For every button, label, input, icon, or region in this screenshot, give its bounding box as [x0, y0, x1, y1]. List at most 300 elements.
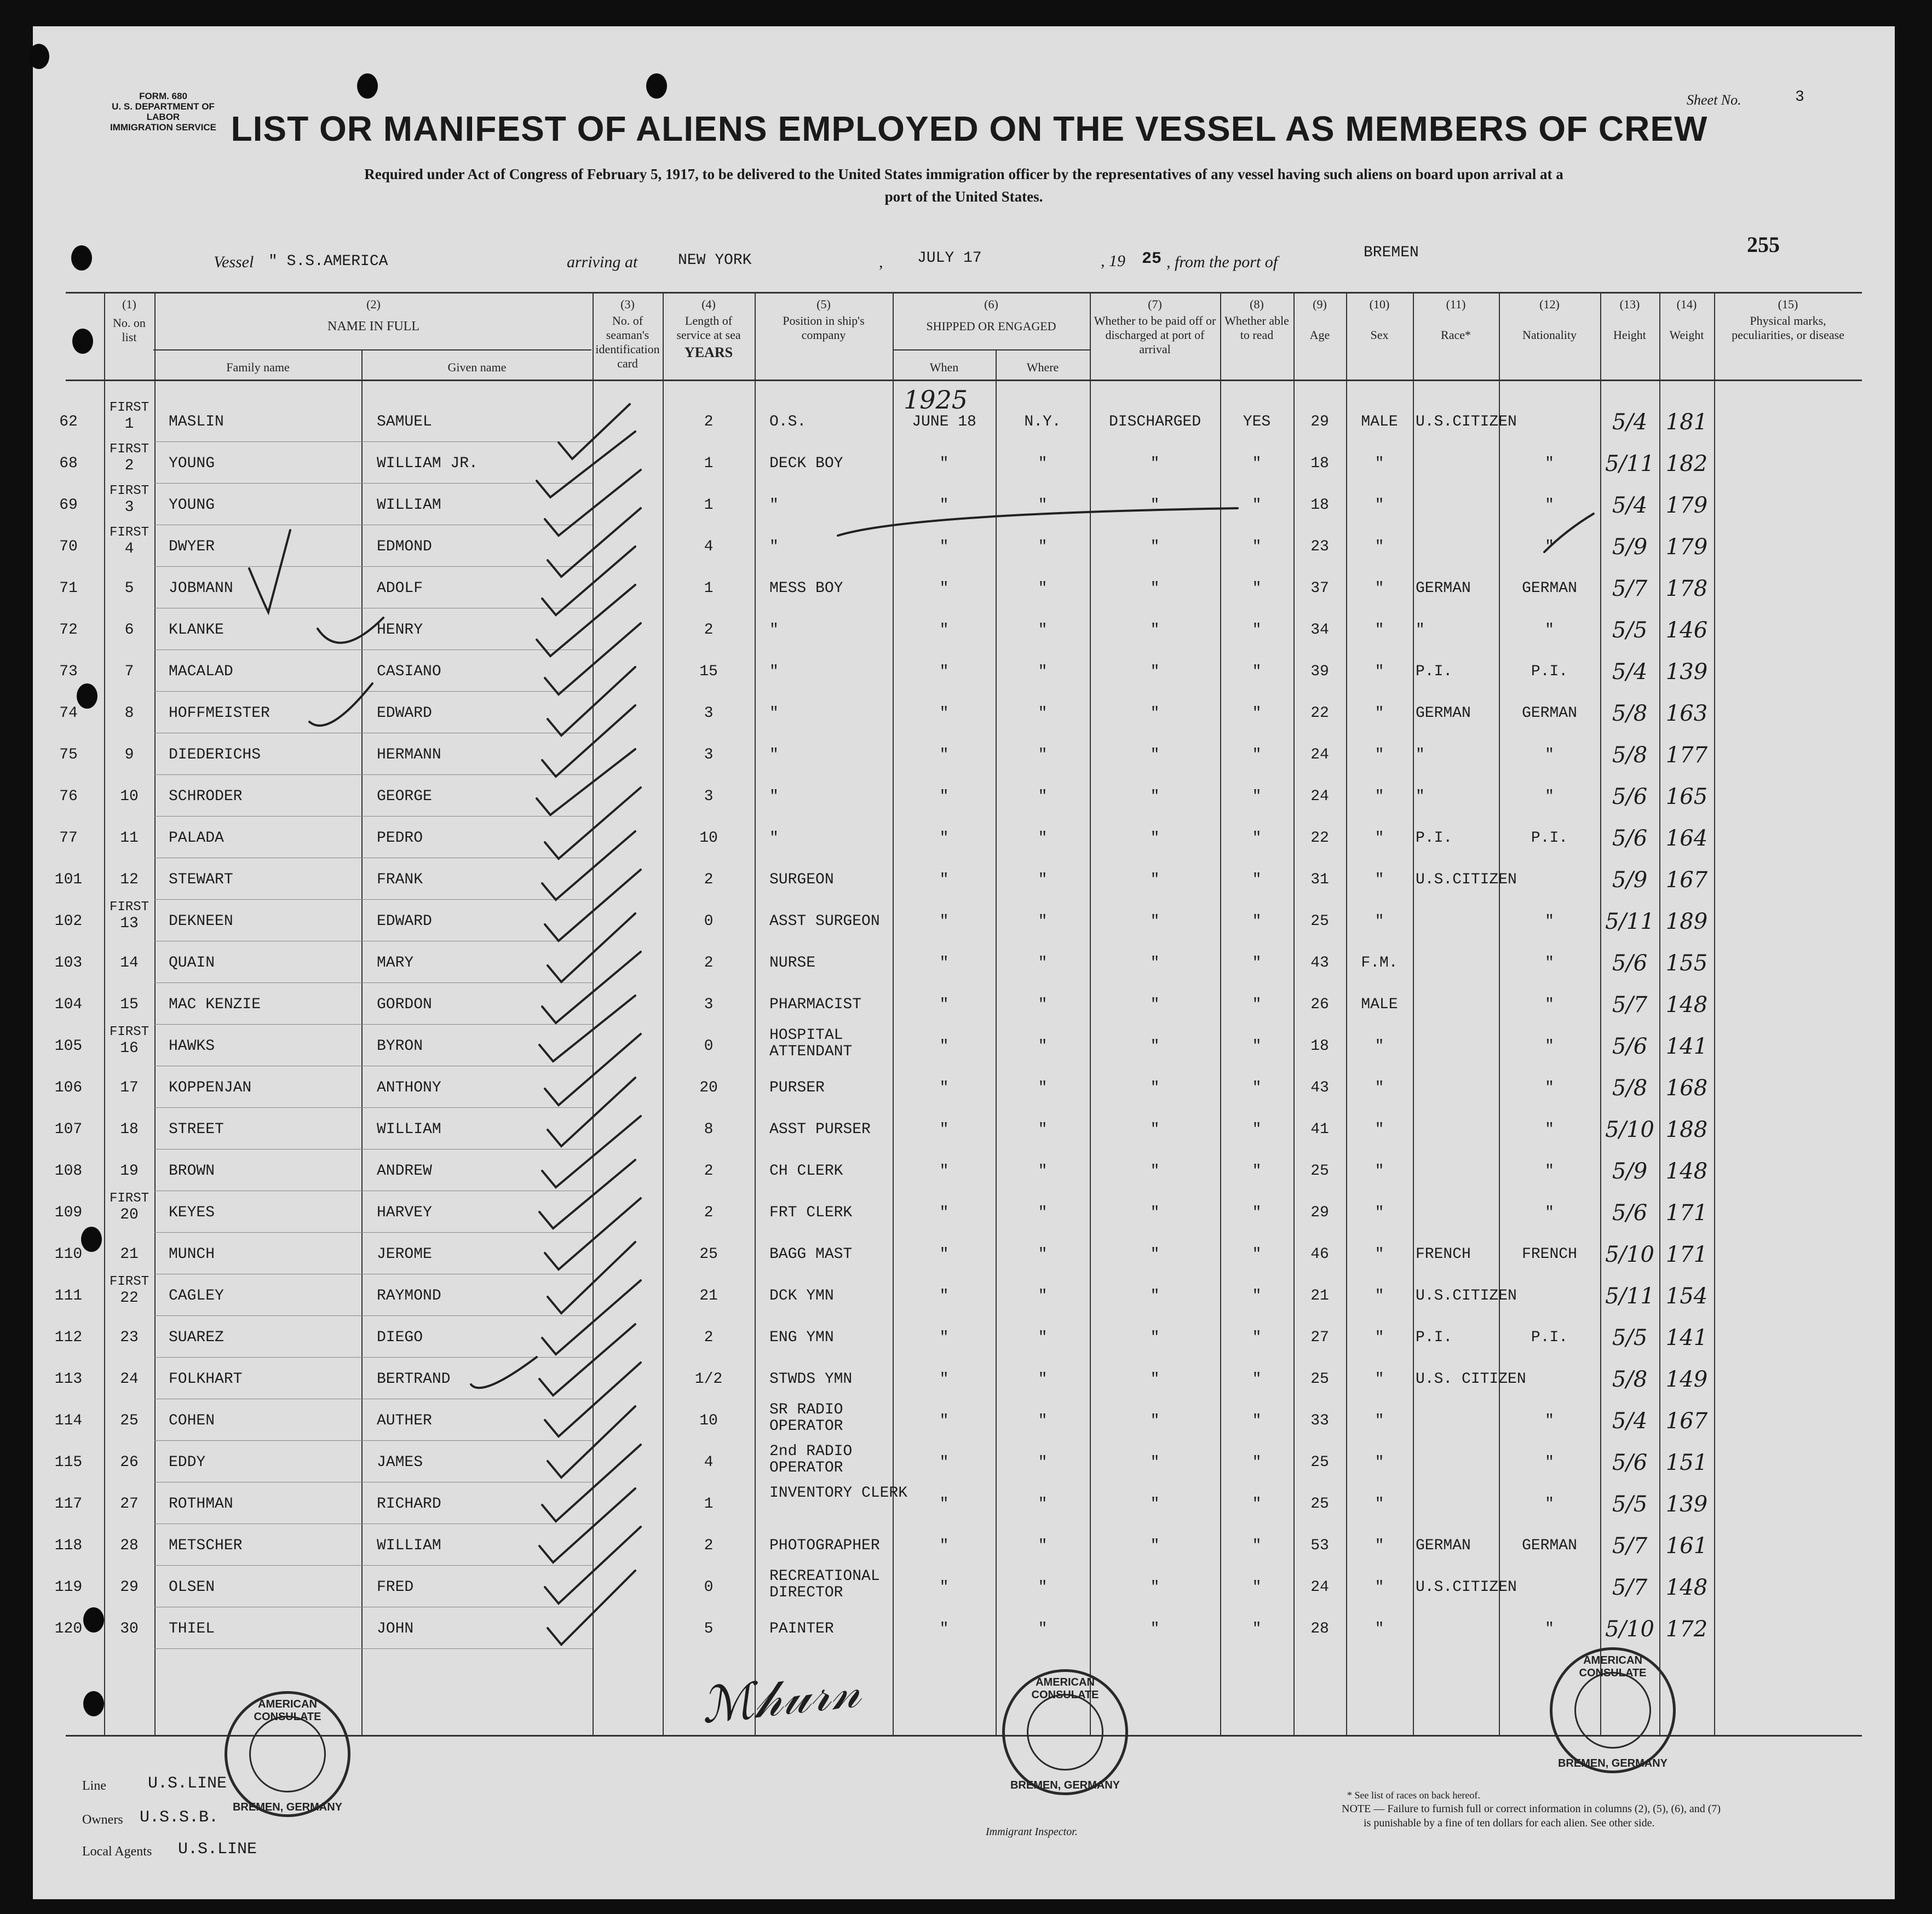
- row-list-number: 2: [124, 457, 134, 474]
- row-service-years: 4: [704, 538, 714, 555]
- col-header-name: (2) NAME IN FULL: [327, 297, 419, 334]
- punch-hole: [77, 683, 97, 709]
- row-age: 53: [1310, 1537, 1329, 1554]
- row-weight: 161: [1665, 1533, 1708, 1559]
- row-given-name: WILLIAM: [377, 497, 441, 514]
- row-margin-number: 74: [59, 705, 78, 722]
- col-header-family: Family name: [226, 360, 290, 374]
- row-height: 5/7: [1612, 576, 1648, 601]
- row-service-years: 3: [704, 705, 714, 722]
- row-shipped-where: ": [1038, 1496, 1048, 1513]
- row-height: 5/8: [1612, 1367, 1648, 1392]
- row-shipped-when: ": [939, 746, 949, 763]
- row-height: 5/9: [1612, 534, 1648, 560]
- row-margin-number: 107: [54, 1121, 83, 1138]
- row-service-years: 8: [704, 1121, 714, 1138]
- row-age: 25: [1310, 1163, 1329, 1180]
- row-position: 2nd RADIO OPERATOR: [769, 1443, 853, 1476]
- row-given-name: HARVEY: [377, 1204, 432, 1221]
- row-age: 37: [1310, 580, 1329, 597]
- row-nationality: ": [1545, 913, 1554, 930]
- row-sex: ": [1375, 1204, 1384, 1221]
- col-header-given: Given name: [447, 360, 507, 374]
- row-shipped-when: ": [939, 1079, 949, 1096]
- row-weight: 141: [1665, 1034, 1708, 1059]
- row-age: 28: [1310, 1620, 1329, 1637]
- row-list-number: 21: [120, 1246, 139, 1263]
- row-age: 18: [1310, 497, 1329, 514]
- row-weight: 179: [1665, 534, 1708, 560]
- row-family-name: KLANKE: [169, 622, 224, 639]
- row-given-name: WILLIAM: [377, 1537, 441, 1554]
- row-weight: 171: [1665, 1200, 1708, 1226]
- row-race: GERMAN: [1416, 580, 1471, 597]
- row-family-name: YOUNG: [169, 497, 215, 514]
- row-shipped-when: ": [939, 871, 949, 888]
- row-paid-off: ": [1150, 1246, 1160, 1263]
- row-nationality: P.I.: [1531, 663, 1568, 680]
- row-shipped-when: ": [939, 1288, 949, 1304]
- row-position: HOSPITAL ATTENDANT: [769, 1027, 853, 1060]
- row-able-to-read: ": [1252, 996, 1262, 1013]
- row-race: P.I.: [1416, 663, 1453, 680]
- row-weight: 189: [1665, 909, 1708, 934]
- row-weight: 139: [1665, 659, 1708, 685]
- row-weight: 171: [1665, 1242, 1708, 1267]
- row-able-to-read: ": [1252, 497, 1262, 514]
- row-race: ": [1416, 622, 1425, 639]
- col-header-weight: (14) Weight: [1669, 297, 1704, 342]
- row-shipped-when: ": [939, 497, 949, 514]
- row-paid-off: ": [1150, 1620, 1160, 1637]
- row-service-years: 15: [699, 663, 718, 680]
- row-shipped-when: ": [939, 913, 949, 930]
- row-race: FRENCH: [1416, 1246, 1471, 1263]
- row-service-years: 2: [704, 1537, 714, 1554]
- row-family-name: MAC KENZIE: [169, 996, 261, 1013]
- row-able-to-read: YES: [1243, 413, 1271, 430]
- row-given-name: BERTRAND: [377, 1371, 451, 1388]
- row-sex: ": [1375, 538, 1384, 555]
- row-given-name: ADOLF: [377, 580, 423, 597]
- punch-hole: [81, 1227, 102, 1252]
- row-shipped-when: ": [939, 1579, 949, 1596]
- row-shipped-where: ": [1038, 871, 1048, 888]
- row-able-to-read: ": [1252, 955, 1262, 972]
- row-weight: 182: [1665, 451, 1708, 476]
- row-given-name: DIEGO: [377, 1329, 423, 1346]
- vessel-label: Vessel: [214, 253, 254, 271]
- row-position: ": [769, 830, 779, 847]
- handwritten-year: 1925: [904, 385, 968, 415]
- row-service-years: 1: [704, 1496, 714, 1513]
- row-family-name: CAGLEY: [169, 1288, 224, 1304]
- row-given-name: GORDON: [377, 996, 432, 1013]
- row-service-years: 2: [704, 871, 714, 888]
- row-paid-off: ": [1150, 1454, 1160, 1471]
- row-first-class: FIRST: [109, 1274, 149, 1289]
- row-paid-off: ": [1150, 788, 1160, 805]
- row-list-number: 15: [120, 996, 139, 1013]
- row-paid-off: DISCHARGED: [1108, 413, 1201, 430]
- row-shipped-when: ": [939, 1121, 949, 1138]
- row-shipped-when: ": [939, 955, 949, 972]
- row-height: 5/8: [1612, 743, 1648, 768]
- row-given-name: AUTHER: [377, 1412, 432, 1429]
- row-able-to-read: ": [1252, 1163, 1262, 1180]
- row-race: ": [1416, 788, 1425, 805]
- row-age: 33: [1310, 1412, 1329, 1429]
- row-height: 5/7: [1612, 1575, 1648, 1600]
- row-race: U.S.CITIZEN: [1416, 1579, 1517, 1596]
- row-shipped-where: ": [1038, 1454, 1048, 1471]
- row-list-number: 29: [120, 1579, 139, 1596]
- page-number: 255: [1747, 232, 1780, 257]
- row-position: ": [769, 538, 779, 555]
- row-race: U.S. CITIZEN: [1416, 1371, 1526, 1388]
- row-position: STWDS YMN: [769, 1371, 853, 1388]
- form-number: FORM. 680: [139, 91, 187, 101]
- row-able-to-read: ": [1252, 1079, 1262, 1096]
- row-list-number: 17: [120, 1079, 139, 1096]
- row-margin-number: 118: [54, 1537, 83, 1554]
- row-family-name: ROTHMAN: [169, 1496, 233, 1513]
- row-position: NURSE: [769, 955, 816, 972]
- row-sex: ": [1375, 580, 1384, 597]
- row-position: ": [769, 622, 779, 639]
- row-margin-number: 68: [59, 455, 78, 472]
- row-family-name: HOFFMEISTER: [169, 705, 270, 722]
- row-service-years: 2: [704, 1204, 714, 1221]
- row-paid-off: ": [1150, 746, 1160, 763]
- row-height: 5/9: [1612, 867, 1648, 893]
- row-position: FRT CLERK: [769, 1204, 853, 1221]
- row-shipped-when: ": [939, 538, 949, 555]
- row-list-number: 27: [120, 1496, 139, 1513]
- line-value: U.S.LINE: [148, 1774, 227, 1793]
- row-weight: 164: [1665, 826, 1708, 851]
- row-margin-number: 113: [54, 1371, 83, 1388]
- row-position: INVENTORY CLERK: [769, 1485, 908, 1502]
- row-service-years: 0: [704, 913, 714, 930]
- year-prefix: , 19: [1101, 252, 1125, 270]
- row-family-name: KEYES: [169, 1204, 215, 1221]
- row-sex: ": [1375, 1454, 1384, 1471]
- row-service-years: 4: [704, 1454, 714, 1471]
- row-margin-number: 103: [54, 955, 83, 972]
- row-nationality: ": [1545, 497, 1554, 514]
- row-list-number: 25: [120, 1412, 139, 1429]
- row-given-name: PEDRO: [377, 830, 423, 847]
- row-shipped-where: ": [1038, 830, 1048, 847]
- row-sex: ": [1375, 1620, 1384, 1637]
- row-first-class: FIRST: [109, 400, 149, 415]
- row-family-name: FOLKHART: [169, 1371, 243, 1388]
- row-height: 5/11: [1605, 451, 1654, 476]
- row-paid-off: ": [1150, 538, 1160, 555]
- row-race: ": [1416, 746, 1425, 763]
- row-shipped-where: ": [1038, 1537, 1048, 1554]
- row-nationality: GERMAN: [1522, 705, 1577, 722]
- row-paid-off: ": [1150, 830, 1160, 847]
- row-shipped-where: ": [1038, 1121, 1048, 1138]
- row-shipped-where: ": [1038, 1163, 1048, 1180]
- row-list-number: 11: [120, 830, 139, 847]
- row-age: 25: [1310, 1454, 1329, 1471]
- row-age: 29: [1310, 1204, 1329, 1221]
- row-given-name: HERMANN: [377, 746, 441, 763]
- row-family-name: MASLIN: [169, 413, 224, 430]
- row-given-name: RICHARD: [377, 1496, 441, 1513]
- row-height: 5/4: [1612, 659, 1648, 685]
- row-service-years: 2: [704, 622, 714, 639]
- col-header-race: (11) Race*: [1441, 297, 1471, 342]
- row-margin-number: 105: [54, 1038, 83, 1055]
- row-shipped-where: ": [1038, 1079, 1048, 1096]
- row-age: 39: [1310, 663, 1329, 680]
- row-able-to-read: ": [1252, 1329, 1262, 1346]
- row-margin-number: 110: [54, 1246, 83, 1263]
- note-1: * See list of races on back hereof.: [1347, 1790, 1480, 1801]
- row-paid-off: ": [1150, 1371, 1160, 1388]
- row-margin-number: 73: [59, 663, 78, 680]
- date-separator: ,: [879, 253, 883, 271]
- row-height: 5/6: [1612, 784, 1648, 809]
- row-service-years: 5: [704, 1620, 714, 1637]
- row-first-class: FIRST: [109, 525, 149, 540]
- row-age: 29: [1310, 413, 1329, 430]
- manifest-sheet: [33, 26, 1895, 1899]
- inspector-label: Immigrant Inspector.: [986, 1826, 1078, 1838]
- row-margin-number: 101: [54, 871, 83, 888]
- row-position: PHARMACIST: [769, 996, 862, 1013]
- row-family-name: QUAIN: [169, 955, 215, 972]
- punch-hole: [28, 44, 49, 69]
- row-height: 5/7: [1612, 992, 1648, 1018]
- row-able-to-read: ": [1252, 1246, 1262, 1263]
- row-age: 18: [1310, 455, 1329, 472]
- row-height: 5/9: [1612, 1159, 1648, 1184]
- row-margin-number: 62: [59, 413, 78, 430]
- row-age: 24: [1310, 1579, 1329, 1596]
- col-header-position: (5) Position in ship's company: [783, 297, 865, 342]
- row-nationality: FRENCH: [1522, 1246, 1577, 1263]
- col-header-idcard: (3) No. of seaman's identification card: [595, 297, 660, 370]
- row-age: 22: [1310, 830, 1329, 847]
- row-age: 22: [1310, 705, 1329, 722]
- row-list-number: 16: [120, 1040, 139, 1057]
- col-header-height: (13) Height: [1613, 297, 1646, 342]
- row-age: 26: [1310, 996, 1329, 1013]
- form-service: IMMIGRATION SERVICE: [110, 122, 216, 133]
- row-margin-number: 102: [54, 913, 83, 930]
- row-weight: 148: [1665, 1159, 1708, 1184]
- row-age: 25: [1310, 1496, 1329, 1513]
- row-margin-number: 120: [54, 1620, 83, 1637]
- row-height: 5/10: [1605, 1117, 1654, 1142]
- row-family-name: MACALAD: [169, 663, 233, 680]
- row-service-years: 21: [699, 1288, 718, 1304]
- row-nationality: ": [1545, 622, 1554, 639]
- row-height: 5/8: [1612, 1076, 1648, 1101]
- row-shipped-when: ": [939, 1620, 949, 1637]
- row-shipped-where: N.Y.: [1024, 413, 1061, 430]
- agents-label: Local Agents: [82, 1844, 152, 1859]
- sheet-no: 3: [1795, 89, 1804, 106]
- row-list-number: 3: [124, 499, 134, 516]
- row-list-number: 18: [120, 1121, 139, 1138]
- row-sex: ": [1375, 705, 1384, 722]
- row-list-number: 13: [120, 915, 139, 932]
- row-margin-number: 104: [54, 996, 83, 1013]
- row-able-to-read: ": [1252, 663, 1262, 680]
- row-race: U.S.CITIZEN: [1416, 871, 1517, 888]
- row-weight: 168: [1665, 1076, 1708, 1101]
- row-paid-off: ": [1150, 1412, 1160, 1429]
- row-family-name: COHEN: [169, 1412, 215, 1429]
- row-list-number: 19: [120, 1163, 139, 1180]
- row-service-years: 0: [704, 1579, 714, 1596]
- row-family-name: DEKNEEN: [169, 913, 233, 930]
- row-list-number: 24: [120, 1371, 139, 1388]
- row-weight: 163: [1665, 701, 1708, 726]
- row-position: CH CLERK: [769, 1163, 843, 1180]
- row-paid-off: ": [1150, 1163, 1160, 1180]
- row-shipped-when: ": [939, 1038, 949, 1055]
- manifest-subtitle-2: port of the United States.: [884, 188, 1043, 205]
- row-able-to-read: ": [1252, 830, 1262, 847]
- row-position: SR RADIO OPERATOR: [769, 1401, 843, 1435]
- row-paid-off: ": [1150, 955, 1160, 972]
- row-margin-number: 70: [59, 538, 78, 555]
- row-nationality: ": [1545, 788, 1554, 805]
- row-first-class: FIRST: [109, 1191, 149, 1206]
- row-age: 43: [1310, 1079, 1329, 1096]
- row-family-name: JOBMANN: [169, 580, 233, 597]
- row-nationality: ": [1545, 1412, 1554, 1429]
- row-age: 25: [1310, 913, 1329, 930]
- row-sex: ": [1375, 1121, 1384, 1138]
- row-able-to-read: ": [1252, 1620, 1262, 1637]
- row-shipped-when: ": [939, 580, 949, 597]
- row-margin-number: 108: [54, 1163, 83, 1180]
- row-first-class: FIRST: [109, 1025, 149, 1039]
- row-age: 34: [1310, 622, 1329, 639]
- row-position: PURSER: [769, 1079, 825, 1096]
- row-paid-off: ": [1150, 1121, 1160, 1138]
- row-margin-number: 114: [54, 1412, 83, 1429]
- row-height: 5/6: [1612, 951, 1648, 976]
- row-nationality: ": [1545, 1620, 1554, 1637]
- row-position: ASST SURGEON: [769, 913, 880, 930]
- row-family-name: PALADA: [169, 830, 224, 847]
- row-shipped-where: ": [1038, 1288, 1048, 1304]
- row-margin-number: 72: [59, 622, 78, 639]
- row-given-name: HENRY: [377, 622, 423, 639]
- departure-port: BREMEN: [1364, 244, 1419, 261]
- row-service-years: 3: [704, 746, 714, 763]
- row-position: SURGEON: [769, 871, 834, 888]
- row-paid-off: ": [1150, 1329, 1160, 1346]
- row-height: 5/5: [1612, 618, 1648, 643]
- row-shipped-when: ": [939, 455, 949, 472]
- row-service-years: 2: [704, 1329, 714, 1346]
- row-sex: ": [1375, 1038, 1384, 1055]
- row-given-name: FRED: [377, 1579, 414, 1596]
- row-service-years: 0: [704, 1038, 714, 1055]
- row-nationality: GERMAN: [1522, 580, 1577, 597]
- manifest-title: LIST OR MANIFEST OF ALIENS EMPLOYED ON THE VESSEL AS MEMBERS OF CREW: [231, 109, 1708, 148]
- row-paid-off: ": [1150, 913, 1160, 930]
- row-race: P.I.: [1416, 830, 1453, 847]
- row-shipped-where: ": [1038, 455, 1048, 472]
- row-given-name: JAMES: [377, 1454, 423, 1471]
- row-able-to-read: ": [1252, 1579, 1262, 1596]
- row-first-class: FIRST: [109, 900, 149, 915]
- row-family-name: THIEL: [169, 1620, 215, 1637]
- col-header-nationality: (12) Nationality: [1522, 297, 1577, 342]
- row-age: 43: [1310, 955, 1329, 972]
- row-family-name: STREET: [169, 1121, 224, 1138]
- arrival-year: 25: [1142, 250, 1162, 268]
- row-weight: 154: [1665, 1284, 1708, 1309]
- row-margin-number: 69: [59, 497, 78, 514]
- col-header-shipped: (6) SHIPPED OR ENGAGED: [926, 297, 1056, 333]
- row-able-to-read: ": [1252, 913, 1262, 930]
- row-nationality: GERMAN: [1522, 1537, 1577, 1554]
- row-able-to-read: ": [1252, 1412, 1262, 1429]
- row-able-to-read: ": [1252, 1496, 1262, 1513]
- row-shipped-when: ": [939, 996, 949, 1013]
- row-able-to-read: ": [1252, 1204, 1262, 1221]
- row-height: 5/6: [1612, 826, 1648, 851]
- row-shipped-where: ": [1038, 1371, 1048, 1388]
- note-3: is punishable by a fine of ten dollars for each alien. See other side.: [1364, 1817, 1655, 1829]
- row-sex: ": [1375, 1371, 1384, 1388]
- row-sex: ": [1375, 1079, 1384, 1096]
- row-shipped-when: ": [939, 1371, 949, 1388]
- row-first-class: FIRST: [109, 484, 149, 498]
- row-paid-off: ": [1150, 497, 1160, 514]
- row-given-name: ANTHONY: [377, 1079, 441, 1096]
- row-paid-off: ": [1150, 1537, 1160, 1554]
- row-height: 5/4: [1612, 493, 1648, 518]
- row-height: 5/6: [1612, 1034, 1648, 1059]
- row-margin-number: 115: [54, 1454, 83, 1471]
- row-sex: ": [1375, 497, 1384, 514]
- row-shipped-where: ": [1038, 538, 1048, 555]
- row-family-name: MUNCH: [169, 1246, 215, 1263]
- row-age: 25: [1310, 1371, 1329, 1388]
- row-family-name: HAWKS: [169, 1038, 215, 1055]
- row-position: ": [769, 497, 779, 514]
- row-weight: 148: [1665, 992, 1708, 1018]
- row-nationality: ": [1545, 1121, 1554, 1138]
- punch-hole: [83, 1607, 104, 1633]
- row-sex: ": [1375, 1412, 1384, 1429]
- row-shipped-where: ": [1038, 996, 1048, 1013]
- row-able-to-read: ": [1252, 1288, 1262, 1304]
- row-height: 5/6: [1612, 1200, 1648, 1226]
- row-sex: ": [1375, 871, 1384, 888]
- arriving-port: NEW YORK: [678, 252, 752, 269]
- row-weight: 155: [1665, 951, 1708, 976]
- row-weight: 172: [1665, 1617, 1708, 1642]
- row-position: O.S.: [769, 413, 807, 430]
- row-paid-off: ": [1150, 622, 1160, 639]
- row-age: 46: [1310, 1246, 1329, 1263]
- row-height: 5/4: [1612, 410, 1648, 435]
